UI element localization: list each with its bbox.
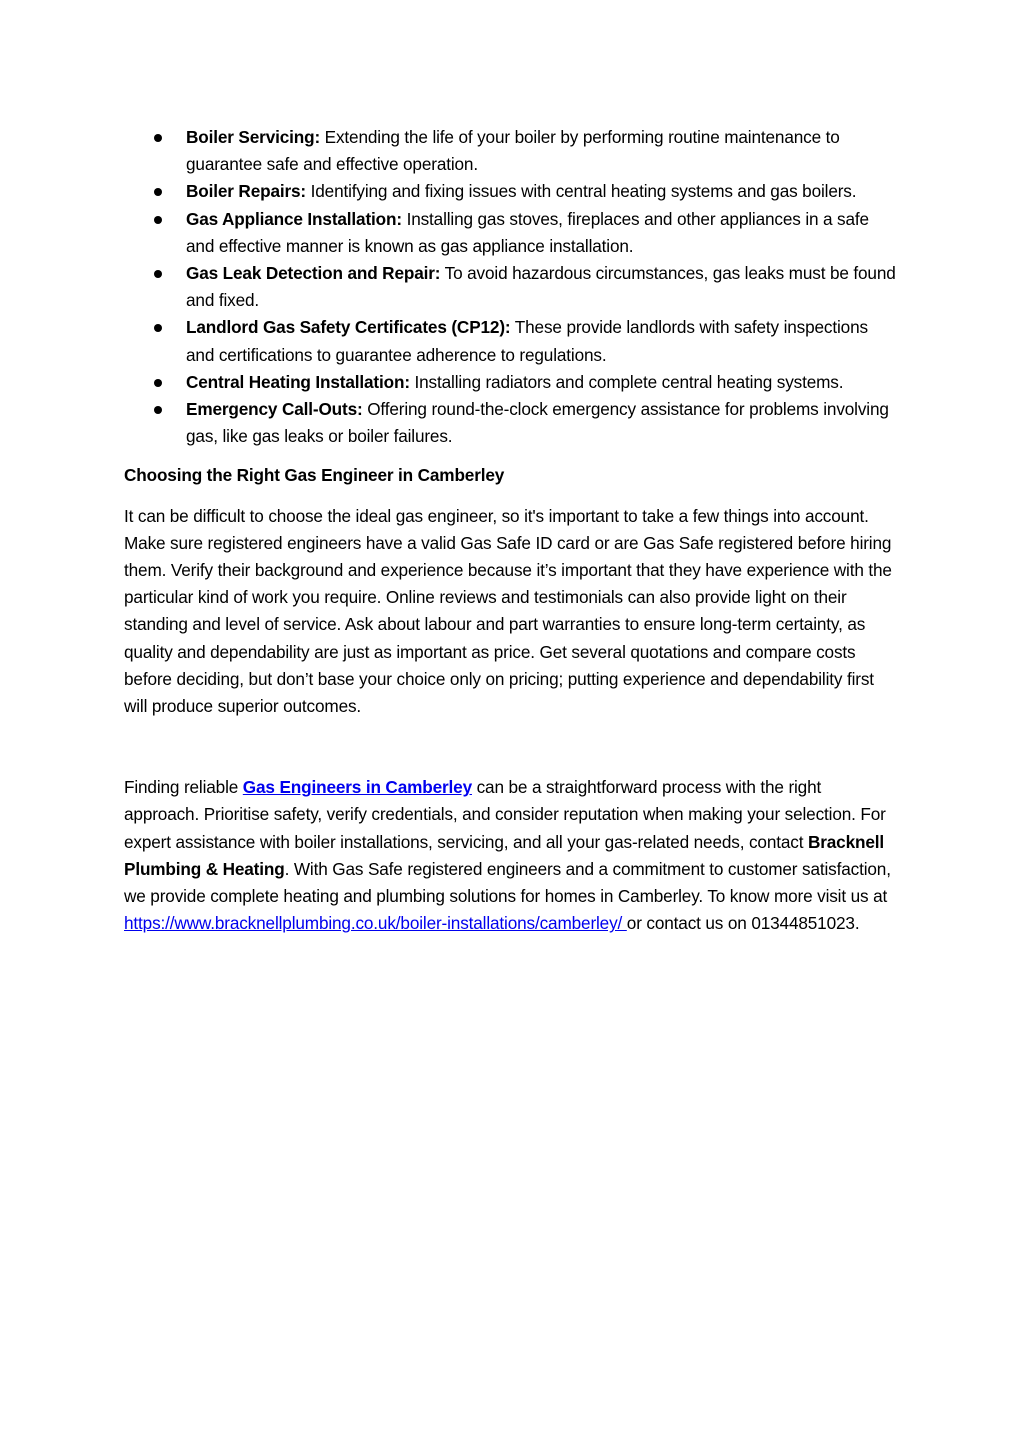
closing-intro: Finding reliable bbox=[124, 777, 243, 798]
service-title: Gas Leak Detection and Repair: bbox=[186, 263, 441, 284]
service-description: Identifying and fixing issues with central heating systems and gas boilers. bbox=[306, 181, 857, 202]
bullet-icon bbox=[154, 216, 162, 224]
services-list bbox=[124, 124, 900, 450]
list-item bbox=[124, 369, 900, 396]
service-title: Boiler Repairs: bbox=[186, 181, 307, 202]
service-title: Central Heating Installation: bbox=[186, 371, 410, 392]
service-title: Boiler Servicing: bbox=[186, 127, 321, 147]
bullet-icon bbox=[154, 134, 162, 142]
company-name: Bracknell Plumbing & Heating bbox=[124, 831, 885, 879]
service-description: To avoid hazardous circumstances, gas leaks must be found and fixed. bbox=[186, 263, 896, 311]
list-item bbox=[124, 124, 900, 178]
service-title: Emergency Call-Outs: bbox=[186, 399, 363, 420]
list-item bbox=[124, 396, 900, 450]
bullet-icon bbox=[154, 188, 162, 196]
document-page bbox=[124, 124, 900, 937]
closing-after-link: can be a straightforward process with the right approach. Prioritise safety, verify credentials, and consider reputation when making your selection. For expert assistance with boiler installations, servicing, and all your gas-related needs, contact bbox=[124, 777, 886, 852]
list-item bbox=[124, 178, 900, 205]
bullet-icon bbox=[154, 379, 162, 387]
service-description: Installing gas stoves, fireplaces and other appliances in a safe and effective manner is known as gas appliance installation. bbox=[186, 208, 869, 256]
service-title: Landlord Gas Safety Certificates (CP12): bbox=[186, 317, 511, 338]
list-item bbox=[124, 206, 900, 260]
closing-paragraph bbox=[124, 774, 900, 937]
section-heading: Choosing the Right Gas Engineer in Camberley bbox=[124, 465, 505, 486]
service-description: These provide landlords with safety inspections and certifications to guarantee adherence to regulations. bbox=[186, 317, 868, 365]
service-description: Offering round-the-clock emergency assistance for problems involving gas, like gas leaks or boiler failures. bbox=[186, 399, 889, 447]
service-description: Extending the life of your boiler by performing routine maintenance to guarantee safe and effective operation. bbox=[186, 127, 840, 175]
list-item bbox=[124, 314, 900, 368]
website-url-link[interactable]: https://www.bracknellplumbing.co.uk/boiler-installations/camberley/ bbox=[124, 913, 627, 934]
closing-after-company: . With Gas Safe registered engineers and a commitment to customer satisfaction, we provide complete heating and plumbing solutions for homes in Camberley. To know more visit us at bbox=[124, 858, 891, 907]
bullet-icon bbox=[154, 406, 162, 414]
choosing-paragraph: It can be difficult to choose the ideal gas engineer, so it's important to take a few things into account. Make sure registered engineers have a valid Gas Safe ID card or are Gas Safe registered before hiring them. Verify their background and experience because it’s important that they have experience with the particular kind of work you require. Online reviews and testimonials can also provide light on their standing and level of service. Ask about labour and part warranties to ensure long-term certainty, as quality and dependability are just as important as price. Get several quotations and compare costs before deciding, but don’t base your choice only on pricing; putting experience and dependability first will produce superior outcomes. bbox=[124, 505, 892, 717]
bullet-icon bbox=[154, 270, 162, 278]
closing-contact: or contact us on 01344851023. bbox=[626, 913, 860, 934]
service-description: Installing radiators and complete central heating systems. bbox=[409, 371, 844, 392]
bullet-icon bbox=[154, 324, 162, 332]
list-item bbox=[124, 260, 900, 314]
gas-engineers-link[interactable]: Gas Engineers in Camberley bbox=[242, 777, 472, 798]
service-title: Gas Appliance Installation: bbox=[186, 208, 402, 229]
